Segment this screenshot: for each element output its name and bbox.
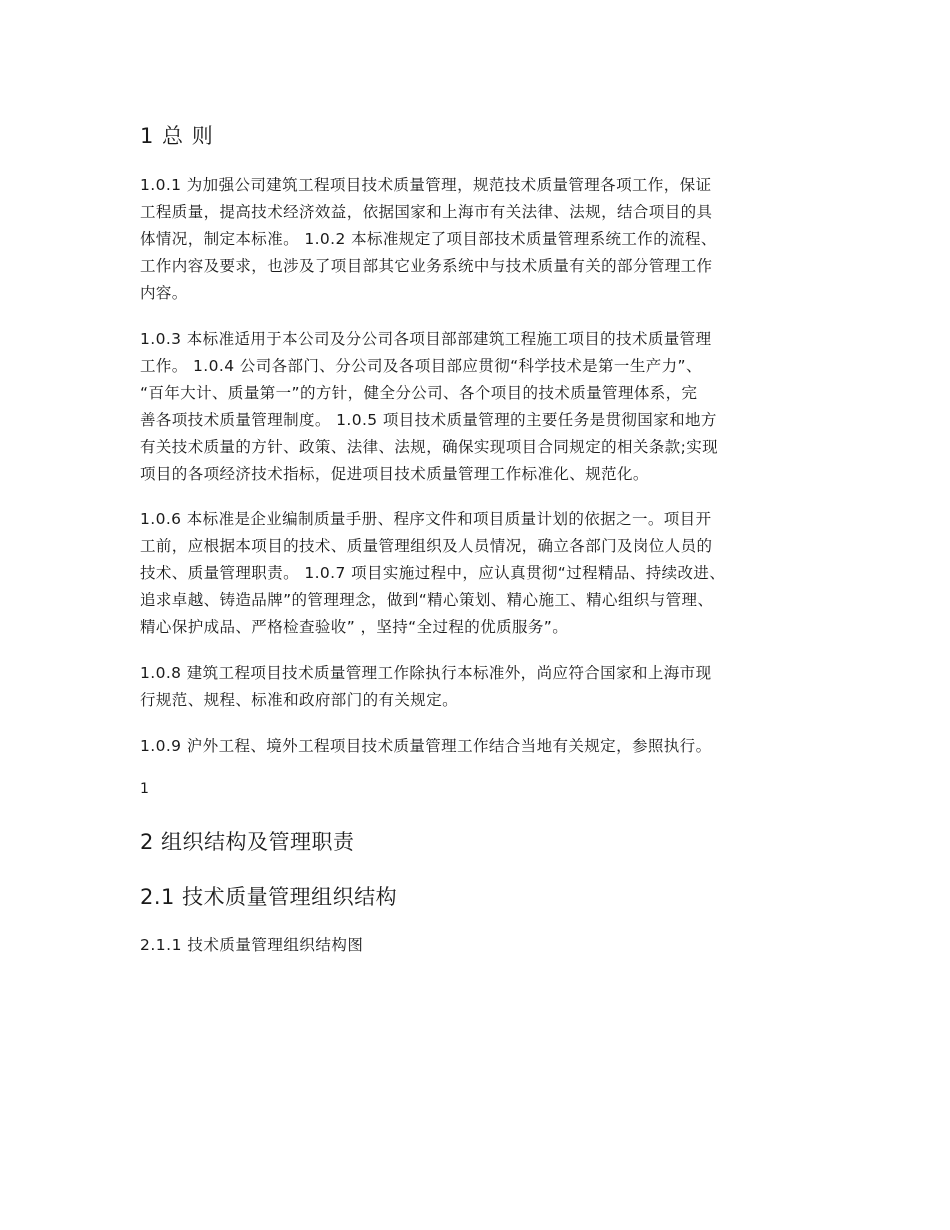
paragraph-line: 1.0.1 为加强公司建筑工程项目技术质量管理，规范技术质量管理各项工作，保证 (140, 176, 712, 194)
section-1-heading: 1 总 则 (140, 124, 214, 148)
paragraph-1-0-6 (140, 506, 812, 641)
paragraph-line: 1.0.9 沪外工程、境外工程项目技术质量管理工作结合当地有关规定，参照执行。 (140, 737, 712, 755)
paragraph-line: 工作。 1.0.4 公司各部门、分公司及各项目部应贯彻“科学技术是第一生产力”、 (140, 357, 702, 375)
paragraph-1-0-1 (140, 172, 812, 307)
paragraph-line: 精心保护成品、严格检查验收” ，坚持“全过程的优质服务”。 (140, 618, 569, 636)
paragraph-line: 体情况，制定本标准。 1.0.2 本标准规定了项目部技术质量管理系统工作的流程、 (140, 230, 717, 248)
paragraph-line: 项目的各项经济技术指标，促进项目技术质量管理工作标准化、规范化。 (140, 465, 649, 483)
paragraph-1-0-8 (140, 660, 812, 714)
paragraph-line: 行规范、规程、标准和政府部门的有关规定。 (140, 691, 459, 709)
paragraph-line: “百年大计、质量第一”的方针，健全分公司、各个项目的技术质量管理体系，完 (140, 384, 698, 402)
paragraph-line: 工前，应根据本项目的技术、质量管理组织及人员情况，确立各部门及岗位人员的 (140, 537, 713, 555)
paragraph-line: 工作内容及要求，也涉及了项目部其它业务系统中与技术质量有关的部分管理工作 (140, 257, 713, 275)
paragraph-line: 技术、质量管理职责。 1.0.7 项目实施过程中，应认真贯彻“过程精品、持续改进、 (140, 564, 726, 582)
paragraph-line: 工程质量，提高技术经济效益，依据国家和上海市有关法律、法规，结合项目的具 (140, 203, 713, 221)
paragraph-line: 1.0.6 本标准是企业编制质量手册、程序文件和项目质量计划的依据之一。项目开 (140, 510, 712, 528)
section-2-1-heading: 2.1 技术质量管理组织结构 (140, 885, 398, 909)
section-2-heading: 2 组织结构及管理职责 (140, 830, 355, 854)
paragraph-line: 1.0.3 本标准适用于本公司及分公司各项目部部建筑工程施工项目的技术质量管理 (140, 330, 712, 348)
page-number: 1 (140, 781, 149, 797)
paragraph-1-0-9 (140, 733, 812, 760)
paragraph-line: 追求卓越、铸造品牌”的管理理念，做到“精心策划、精心施工、精心组织与管理、 (140, 591, 714, 609)
paragraph-line: 内容。 (140, 284, 188, 302)
paragraph-line: 善各项技术质量管理制度。 1.0.5 项目技术质量管理的主要任务是贯彻国家和地方 (140, 411, 717, 429)
paragraph-1-0-3 (140, 326, 812, 488)
paragraph-line: 有关技术质量的方针、政策、法律、法规，确保实现项目合同规定的相关条款;实现 (140, 438, 719, 456)
section-2-1-1-heading: 2.1.1 技术质量管理组织结构图 (140, 936, 364, 954)
paragraph-line: 1.0.8 建筑工程项目技术质量管理工作除执行本标准外，尚应符合国家和上海市现 (140, 664, 712, 682)
